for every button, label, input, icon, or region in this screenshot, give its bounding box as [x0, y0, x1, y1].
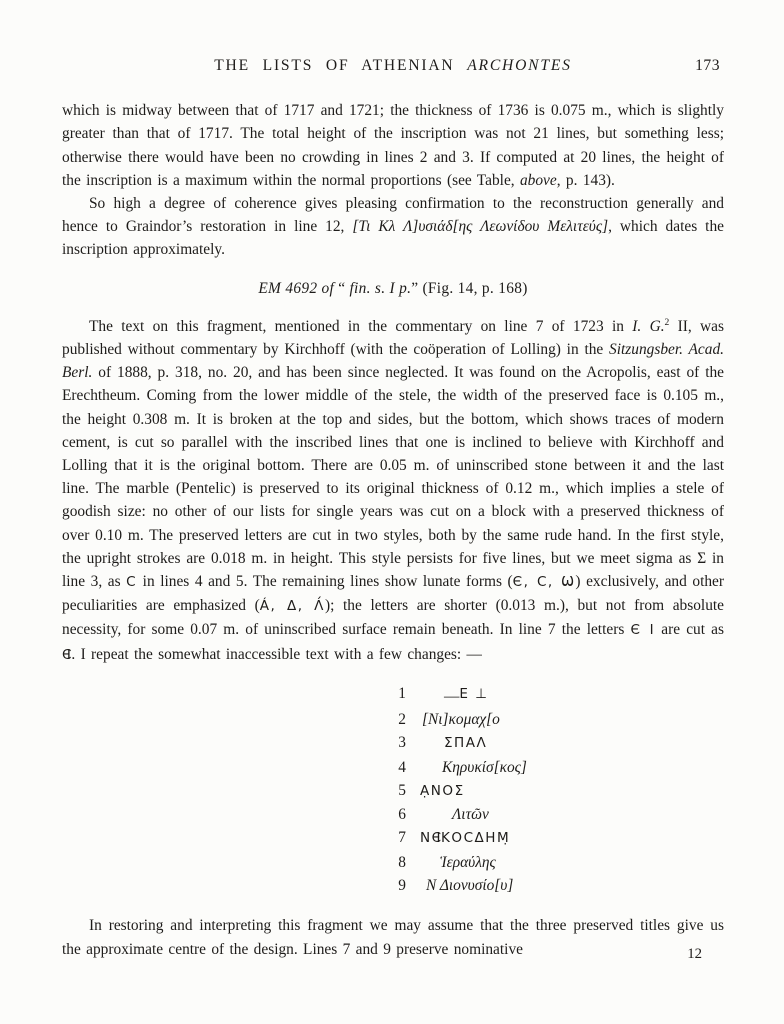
- inscription-line-number: 3: [398, 734, 406, 752]
- inscription-line-text: [406, 708, 500, 731]
- text-segment: The text on this fragment, mentioned in the commentary on line 7 of 1723 in: [89, 317, 633, 335]
- text-segment: are cut as: [655, 621, 724, 639]
- text-segment: 2: [664, 316, 670, 328]
- text-segment: . I repeat the somewhat inaccessible text with a few changes: —: [71, 645, 482, 663]
- inscription-line-number: 9: [398, 877, 406, 895]
- inscription-line-number: 5: [398, 781, 406, 799]
- text-segment: ); the letters are shorter (0.013 m.), but not from absolute necessity, for some 0.07 m. of uninscribed surface remain beneath. In line 7 the letters: [62, 597, 725, 639]
- text-segment: Ν: [420, 830, 432, 847]
- text-segment: [Τι Κλ Λ]υσιάδ[ης Λεωνίδου Μελιτεύς]: [352, 218, 609, 236]
- inscription-line: [384, 731, 724, 755]
- text-segment: E ⊥: [459, 685, 489, 702]
- running-title: [214, 57, 572, 74]
- section-heading: [62, 277, 724, 300]
- text-segment: which is midway between that of 1717 and 1721; the thickness of 1736 is 0.075 m., which is slightly greater than that of 1717. The total height of the inscription was not 21 lines, but something less; otherwise there would have been no crowding in lines 2 and 3. If computed at 20 lines, the height of the inscription is a maximum within the normal proportions (see Table,: [62, 102, 724, 189]
- body-paragraph-4: [62, 914, 724, 960]
- inscription-line: [384, 803, 724, 826]
- inscription-line-text: [406, 851, 496, 874]
- text-segment: , which dates the inscription approximately.: [62, 218, 724, 259]
- text-segment: ΚΟϹΔΗΜ̣: [441, 830, 511, 847]
- inscription-text: [384, 682, 724, 897]
- inscription-line-text: [406, 826, 510, 850]
- text-segment: EM 4692 of: [258, 279, 339, 297]
- text-segment: Sitzungsber. Acad. Berl.: [62, 341, 724, 382]
- inscription-line-number: 7: [398, 829, 406, 847]
- text-segment: [Νι]κομαχ[ο: [422, 710, 500, 728]
- text-segment: ЄΙ: [62, 646, 67, 663]
- inscription-line: [384, 682, 724, 708]
- text-segment: ARCHONTES: [467, 57, 572, 74]
- text-segment: So high a degree of coherence gives pleasing confirmation to the reconstruction generally and hence to Graindor’s restoration in line 12,: [62, 195, 724, 236]
- text-segment: fin. s. I p.: [349, 279, 412, 297]
- text-segment: —: [444, 687, 460, 705]
- inscription-line: [384, 874, 724, 897]
- text-segment: Є, C, Ѡ: [512, 574, 576, 591]
- text-segment: ẠΝΟΣ: [420, 782, 465, 799]
- body-paragraph-3: [62, 315, 724, 667]
- signature-number: 12: [687, 945, 702, 962]
- inscription-line-text: [406, 874, 513, 897]
- inscription-line-number: 2: [398, 710, 406, 728]
- inscription-line-number: 6: [398, 806, 406, 824]
- text-segment: Λιτῶν: [452, 806, 489, 824]
- text-segment: of 1888, p. 318, no. 20, and has been since neglected. It was found on the Acropolis, east of the Erechtheum. Coming from the lower middle of the stele, the width of the preserved face is 0.105 m., the height 0.308 m. It is broken at the top and sides, but the bottom, which shows traces of modern cement, is cut so parallel with the inscribed lines that one is inclined to believe with Kirchhoff and Lolling that it is the original bottom. There are 0.05 m. of uninscribed stone between it and the last line. The marble (Pentelic) is preserved to its original thickness of 0.12 m., which implies a stele of goodish size: no other of our lists for single years was cut on a block with a preserved thickness of over 0.10 m. The preserved letters are cut in two styles, both by the same rude hand. In the first style, the upright strokes are 0.018 m. in height. This style persists for five lines, but we meet sigma as Σ in line 3, as: [62, 364, 724, 591]
- inscription-line: [384, 779, 724, 803]
- text-segment: ЄΙ: [431, 830, 436, 847]
- inscription-line: [384, 851, 724, 874]
- text-segment: “: [338, 279, 350, 297]
- text-segment: ) exclusively, and other peculiarities are emphasized (: [62, 573, 724, 615]
- page-number: 173: [695, 57, 720, 74]
- inscription-line-text: [406, 756, 527, 779]
- text-segment: I. G.: [632, 317, 665, 335]
- text-segment: Є Ι: [630, 622, 656, 639]
- text-segment: ΣΠΑΛ: [444, 735, 488, 752]
- text-segment: in lines 4 and 5. The remaining lines show lunate forms (: [137, 573, 513, 591]
- inscription-line: [384, 826, 724, 850]
- text-segment: ” (Fig. 14, p. 168): [411, 279, 528, 297]
- text-segment: Ν Διονυσίο[υ]: [426, 877, 514, 895]
- page-header: [62, 54, 724, 77]
- text-segment: Á, Δ, Ʌ́: [259, 598, 325, 615]
- body-paragraph-2: [62, 192, 724, 262]
- inscription-line-number: 4: [398, 758, 406, 776]
- body-paragraph-1: [62, 99, 724, 192]
- text-segment: II, was published without commentary by Kirchhoff (with the coöperation of Lolling) in the: [62, 317, 724, 359]
- text-segment: In restoring and interpreting this fragment we may assume that the three preserved titles give us the approximate centre of the design. Lines 7 and 9 preserve nominative: [62, 917, 724, 958]
- inscription-line: [384, 708, 724, 731]
- inscription-line-text: [406, 779, 465, 803]
- text-segment: C: [126, 574, 138, 591]
- inscription-line-number: 1: [398, 684, 406, 702]
- inscription-line: [384, 756, 724, 779]
- text-segment: Κηρυκίσ[κος]: [442, 758, 527, 776]
- inscription-line-text: [406, 731, 487, 755]
- inscription-line-number: 8: [398, 853, 406, 871]
- inscription-line-text: [406, 803, 489, 826]
- inscription-line-text: [406, 682, 489, 708]
- text-segment: THE LISTS OF ATHENIAN: [214, 57, 468, 74]
- text-segment: , p. 143).: [556, 171, 615, 189]
- text-segment: above: [519, 171, 557, 189]
- text-segment: Ἱεραύλης: [440, 853, 496, 871]
